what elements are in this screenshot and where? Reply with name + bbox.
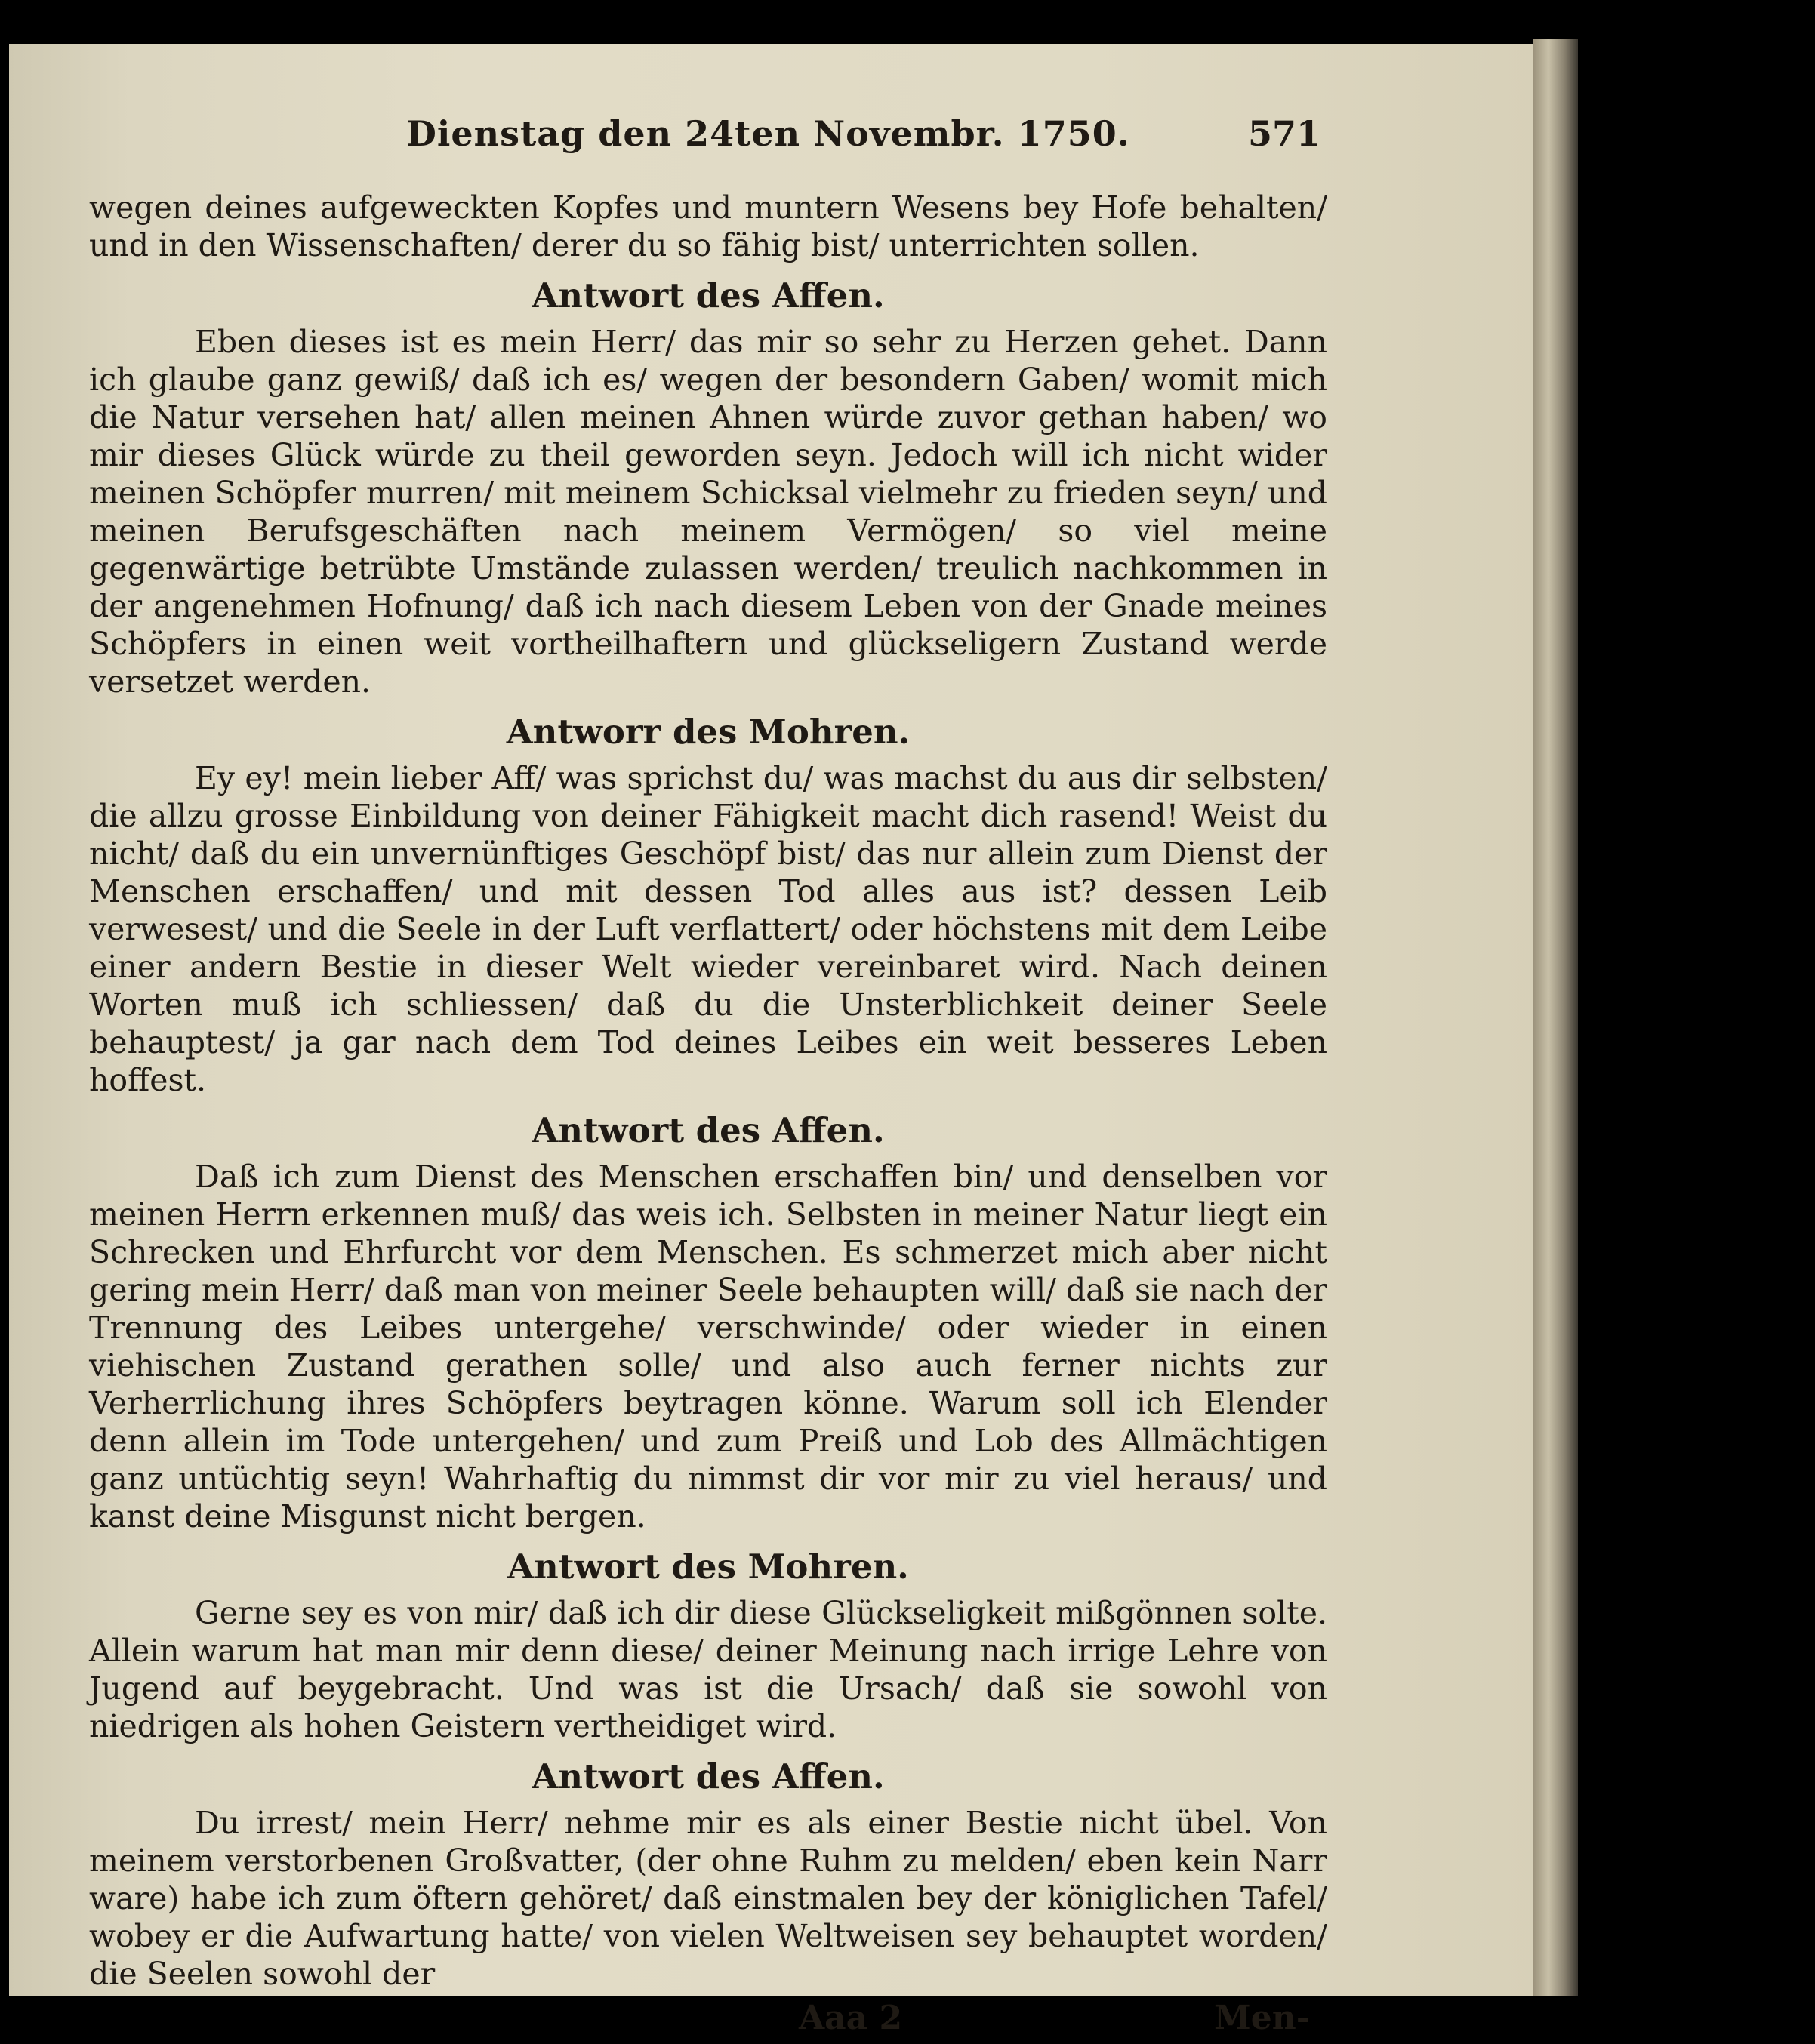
paragraph-mohr-1: Ey ey! mein lieber Aff/ was sprichst du/ was machst du aus dir selbsten/ die allzu grosse Einbildung von deiner Fähigkeit macht dich rasend! Weist du nicht/ daß du ein unvernünftiges Geschöpf bist/ das nur allein zum Dienst der Menschen erschaffen/ und mit dessen Tod alles aus ist? dessen Leib verwesest/ und die Seele in der Luft verflattert/ oder höchstens mit dem Leibe einer andern Bestie in dieser Welt wieder vereinbaret wird. Nach deinen Worten muß ich schliessen/ daß du die Unsterblichkeit deiner Seele behauptest/ ja gar nach dem Tod deines Leibes ein weit besseres Leben hoffest. [89, 760, 1327, 1098]
catchword: Men- [1214, 1999, 1310, 2037]
heading-affe-2: Antwort des Affen. [532, 1110, 885, 1150]
heading-affe-1: Antwort des Affen. [532, 276, 885, 316]
heading-mohr-1: Antworr des Mohren. [506, 712, 911, 752]
paragraph-affe-2: Daß ich zum Dienst des Menschen erschaffen bin/ und denselben vor meinen Herrn erkennen muß/ das weis ich. Selbsten in meiner Natur liegt ein Schrecken und Ehrfurcht vor dem Menschen. Es schmerzet mich aber nicht gering mein Herr/ daß man von meiner Seele behaupten will/ daß sie nach der Trennung des Leibes untergehe/ verschwinde/ oder wieder in einen viehischen Zustand gerathen solle/ und also auch ferner nichts zur Verherrlichung ihres Schöpfers beytragen könne. Warum soll ich Elender denn allein im Tode untergehen/ und zum Preiß und Lob des Allmächtigen ganz untüchtig seyn! Wahrhaftig du nimmst dir vor mir zu viel heraus/ und kanst deine Misgunst nicht bergen. [89, 1159, 1327, 1535]
running-title: Dienstag den 24ten Novembr. 1750. [406, 113, 1130, 154]
page-edge [1533, 39, 1578, 1996]
paragraph-intro: wegen deines aufgeweckten Kopfes und muntern Wesens bey Hofe behalten/ und in den Wissenschaften/ derer du so fähig bist/ unterrichten sollen. [89, 189, 1327, 263]
page-header [89, 113, 1327, 174]
signature-mark: Aaa 2 [799, 1999, 903, 2037]
heading-affe-3: Antwort des Affen. [532, 1756, 885, 1796]
page-text-block [89, 113, 1327, 2044]
paragraph-affe-1: Eben dieses ist es mein Herr/ das mir so sehr zu Herzen gehet. Dann ich glaube ganz gewiß/ daß ich es/ wegen der besondern Gaben/ womit mich die Natur versehen hat/ allen meinen Ahnen würde zuvor gethan haben/ wo mir dieses Glück würde zu theil geworden seyn. Jedoch will ich nicht wider meinen Schöpfer murren/ mit meinem Schicksal vielmehr zu frieden seyn/ und meinen Berufsgeschäften nach meinem Vermögen/ so viel meine gegenwärtige betrübte Umstände zulassen werden/ treulich nachkommen in der angenehmen Hofnung/ daß ich nach diesem Leben von der Gnade meines Schöpfers in einen weit vortheilhaftern und glückseligern Zustand werde versetzet werden. [89, 324, 1327, 700]
page-number: 571 [1248, 113, 1321, 154]
page-footer [89, 1999, 1327, 2044]
paragraph-affe-3: Du irrest/ mein Herr/ nehme mir es als einer Bestie nicht übel. Von meinem verstorbenen Großvatter, (der ohne Ruhm zu melden/ eben kein Narr ware) habe ich zum öftern gehöret/ daß einstmalen bey der königlichen Tafel/ wobey er die Aufwartung hatte/ von vielen Weltweisen sey behauptet worden/ die Seelen sowohl der [89, 1805, 1327, 1992]
heading-mohr-2: Antwort des Mohren. [507, 1547, 909, 1587]
paragraph-mohr-2: Gerne sey es von mir/ daß ich dir diese Glückseligkeit mißgönnen solte. Allein warum hat man mir denn diese/ deiner Meinung nach irrige Lehre von Jugend auf beygebracht. Und was ist die Ursach/ daß sie sowohl von niedrigen als hohen Geistern vertheidiget wird. [89, 1595, 1327, 1744]
